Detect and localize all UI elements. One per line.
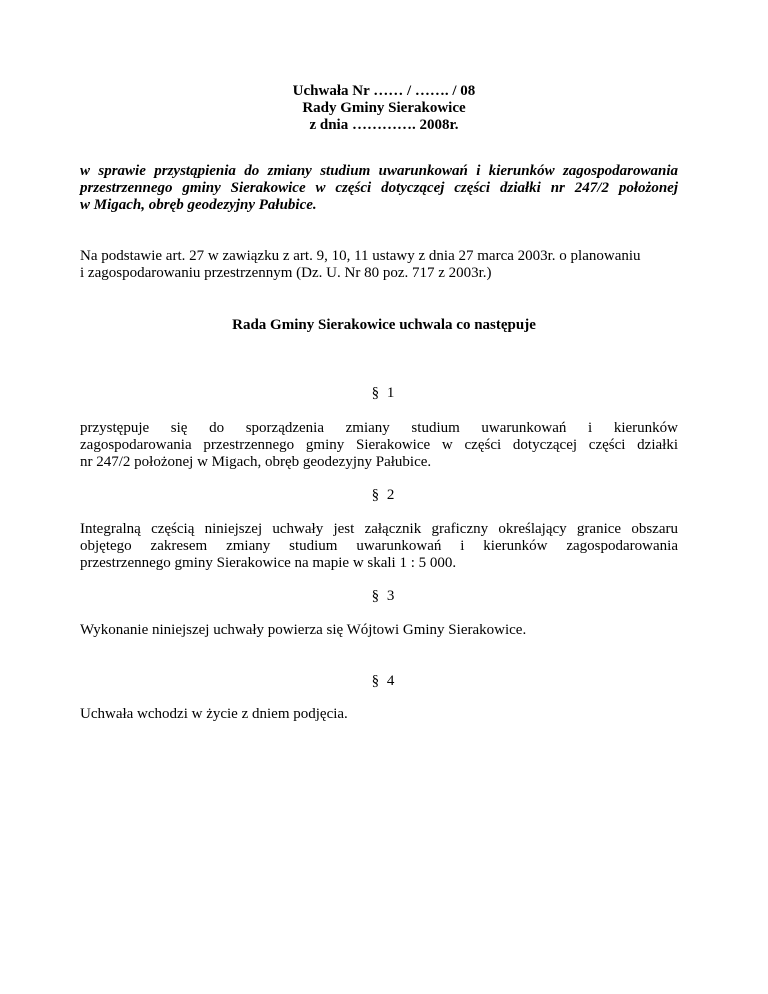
section-mark-3: § 3 <box>371 588 397 604</box>
section-line: zagospodarowania przestrzennego gminy Sierakowice w części dotyczącej części działki <box>80 437 678 453</box>
resolution-date: z dnia …………. 2008r. <box>309 117 459 133</box>
section-text-3 <box>80 622 678 639</box>
section-text-1 <box>80 420 678 471</box>
subject-line: w sprawie przystąpienia do zmiany studium uwarunkowań i kierunków zagospodarowania <box>80 163 678 179</box>
section-line: przestrzennego gminy Sierakowice na mapie w skali 1 : 5 000. <box>80 555 457 571</box>
subject-line: w Migach, obręb geodezyjny Pałubice. <box>80 197 317 213</box>
section-line: objętego zakresem zmiany studium uwarunkowań i kierunków zagospodarowania <box>80 538 678 554</box>
section-line: nr 247/2 położonej w Migach, obręb geodezyjny Pałubice. <box>80 454 432 470</box>
section-line: Uchwała wchodzi w życie z dniem podjęcia. <box>80 706 348 722</box>
basis-line: i zagospodarowaniu przestrzennym (Dz. U. Nr 80 poz. 717 z 2003r.) <box>80 265 492 281</box>
section-mark-4: § 4 <box>371 673 397 689</box>
council-name: Rady Gminy Sierakowice <box>302 100 466 116</box>
subject-line: przestrzennego gminy Sierakowice w części dotyczącej części działki nr 247/2 położonej <box>80 180 678 196</box>
section-line: Integralną częścią niniejszej uchwały jest załącznik graficzny określający granice obszaru <box>80 521 678 537</box>
resolves-heading: Rada Gminy Sierakowice uchwala co następuje <box>232 317 536 333</box>
section-mark-1: § 1 <box>371 385 397 401</box>
section-line: Wykonanie niniejszej uchwały powierza się Wójtowi Gminy Sierakowice. <box>80 622 527 638</box>
resolution-number: Uchwała Nr …… / ……. / 08 <box>292 83 476 99</box>
legal-basis <box>80 248 678 282</box>
basis-line: Na podstawie art. 27 w zawiązku z art. 9, 10, 11 ustawy z dnia 27 marca 2003r. o planowaniu <box>80 248 641 264</box>
section-mark-2: § 2 <box>371 487 397 503</box>
resolution-header <box>80 83 688 134</box>
section-line: przystępuje się do sporządzenia zmiany studium uwarunkowań i kierunków <box>80 420 678 436</box>
resolution-subject <box>80 163 678 214</box>
section-text-4 <box>80 706 678 723</box>
section-text-2 <box>80 521 678 572</box>
